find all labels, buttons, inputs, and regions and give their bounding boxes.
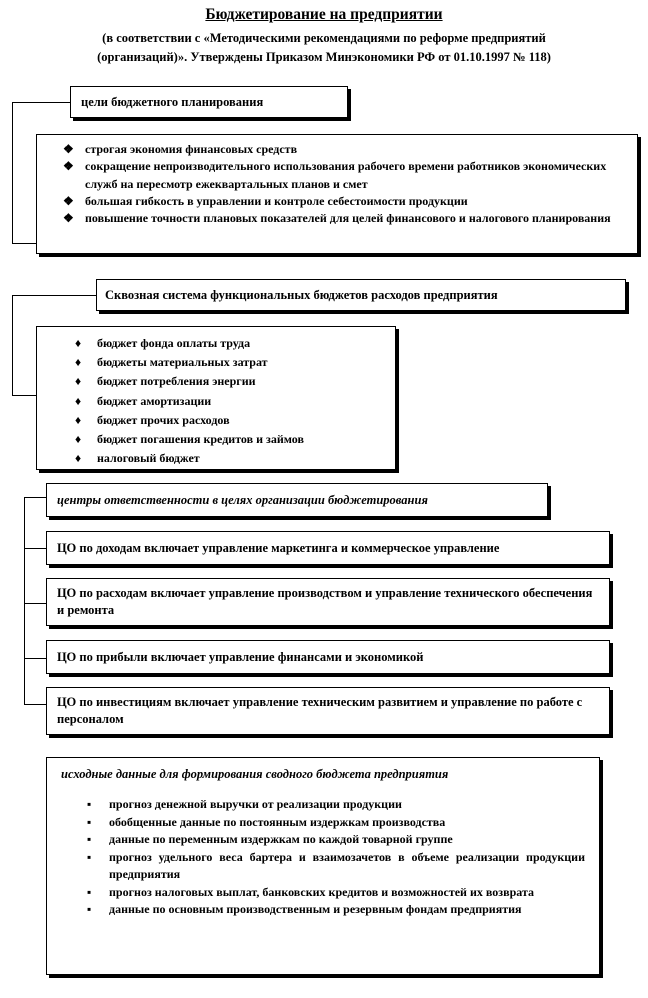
subtitle-line-1: (в соответствии с «Методическими рекомендациями по реформе предприятий — [102, 31, 546, 45]
subtitle-line-2: (организаций)». Утверждены Приказом Минэкономики РФ от 01.10.1997 № 118) — [97, 50, 551, 64]
page-title: Бюджетирование на предприятии — [205, 6, 443, 23]
square-bullet-icon: ▪ — [87, 849, 92, 864]
goal-item — [63, 158, 629, 193]
budgets-list-box — [36, 326, 396, 470]
source-data-item — [87, 849, 585, 884]
diamond-bullet-icon: ❖ — [63, 193, 74, 208]
center-revenue-text: ЦО по доходам включает управление маркетинга и коммерческое управление — [57, 541, 500, 555]
centers-header: центры ответственности в целях организации бюджетирования — [57, 493, 428, 507]
source-data-item — [87, 796, 585, 814]
source-data-item-text: данные по основным производственным и резервным фондам предприятия — [109, 902, 522, 916]
connector-line — [12, 102, 70, 103]
connector-line — [24, 603, 46, 604]
diamond-bullet-icon: ❖ — [63, 142, 74, 156]
goal-item — [63, 210, 629, 227]
diamond-bullet-icon: ♦ — [75, 451, 82, 466]
budget-item-text: налоговый бюджет — [97, 451, 200, 466]
budgets-header: Сквозная система функциональных бюджетов расходов предприятия — [105, 288, 498, 302]
diamond-bullet-icon: ♦ — [75, 374, 82, 389]
center-box-investment — [46, 687, 610, 735]
center-costs-text: ЦО по расходам включает управление производством и управление технического обеспечения и ремонта — [57, 586, 593, 617]
goal-item-text: повышение точности плановых показателей для целей финансового и налогового планирования — [85, 211, 611, 226]
goals-header: цели бюджетного планирования — [81, 95, 264, 109]
square-bullet-icon: ▪ — [87, 902, 92, 916]
goal-item — [63, 193, 629, 210]
budget-item-text: бюджет прочих расходов — [97, 412, 230, 427]
budget-item — [75, 411, 387, 430]
center-investment-text: ЦО по инвестициям включает управление техническим развитием и управление по работе с персоналом — [57, 695, 583, 726]
source-data-item-text: прогноз налоговых выплат, банковских кредитов и возможностей их возврата — [109, 884, 534, 899]
square-bullet-icon: ▪ — [87, 832, 92, 846]
diamond-bullet-icon: ♦ — [75, 412, 82, 427]
source-data-box — [46, 757, 600, 975]
source-data-list — [61, 796, 585, 919]
diamond-bullet-icon: ♦ — [75, 432, 82, 447]
budgets-list — [75, 334, 387, 468]
goals-list-box — [36, 134, 638, 254]
diamond-bullet-icon: ♦ — [75, 393, 82, 408]
goal-item-text: сокращение непроизводительного использования рабочего времени работников экономических служб на пересмотр ежеквартальных планов и смет — [85, 159, 607, 191]
center-box-costs — [46, 578, 610, 626]
connector-line — [24, 497, 25, 704]
budget-item — [75, 430, 387, 449]
source-data-item — [87, 884, 585, 902]
connector-line — [24, 548, 46, 549]
goals-list — [63, 141, 629, 227]
diamond-bullet-icon: ❖ — [63, 159, 74, 174]
source-data-item — [87, 901, 585, 919]
source-data-item-text: прогноз денежной выручки от реализации продукции — [109, 797, 402, 811]
budget-item-text: бюджет погашения кредитов и займов — [97, 432, 304, 447]
source-data-item-text: обобщенные данные по постоянным издержкам производства — [109, 814, 446, 829]
source-data-header: исходные данные для формирования сводного бюджета предприятия — [61, 767, 449, 781]
connector-line — [24, 658, 46, 659]
budget-item-text: бюджеты материальных затрат — [97, 355, 268, 370]
connector-line — [12, 295, 13, 395]
connector-line — [12, 243, 36, 244]
connector-line — [12, 295, 96, 296]
square-bullet-icon: ▪ — [87, 884, 92, 899]
budget-item — [75, 392, 387, 411]
center-profit-text: ЦО по прибыли включает управление финансами и экономикой — [57, 650, 424, 664]
diamond-bullet-icon: ❖ — [63, 211, 74, 226]
budget-item-text: бюджет потребления энергии — [97, 374, 256, 389]
goal-item-text: строгая экономия финансовых средств — [85, 142, 298, 156]
budget-item — [75, 372, 387, 391]
goal-item — [63, 141, 629, 158]
budget-item-text: бюджет амортизации — [97, 393, 212, 408]
budget-item — [75, 334, 387, 353]
connector-line — [24, 704, 46, 705]
budget-item — [75, 353, 387, 372]
center-box-profit — [46, 640, 610, 674]
budget-item — [75, 449, 387, 468]
diamond-bullet-icon: ♦ — [75, 355, 82, 370]
source-data-item — [87, 831, 585, 849]
square-bullet-icon: ▪ — [87, 814, 92, 829]
goal-item-text: большая гибкость в управлении и контроле себестоимости продукции — [85, 193, 468, 208]
connector-line — [24, 497, 46, 498]
goals-header-box — [70, 86, 348, 118]
connector-line — [12, 395, 36, 396]
center-box-revenue — [46, 531, 610, 565]
connector-line — [12, 102, 13, 243]
source-data-item-text: данные по переменным издержкам по каждой товарной группе — [109, 832, 453, 846]
budgets-header-box — [96, 279, 626, 311]
source-data-item — [87, 814, 585, 832]
source-data-item-text: прогноз удельного веса бартера и взаимозачетов в объеме реализации продукции предприятия — [109, 849, 585, 881]
budget-item-text: бюджет фонда оплаты труда — [97, 336, 251, 350]
centers-header-box — [46, 483, 548, 517]
square-bullet-icon: ▪ — [87, 797, 92, 811]
diamond-bullet-icon: ♦ — [75, 336, 82, 350]
